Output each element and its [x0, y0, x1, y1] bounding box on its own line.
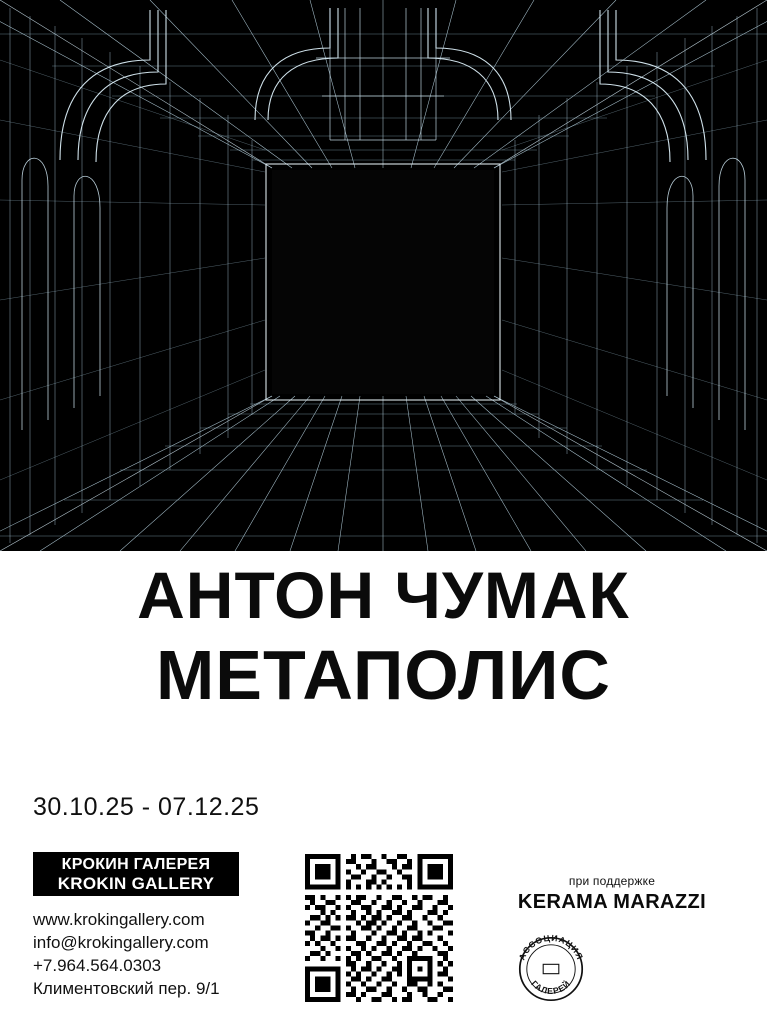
title-block	[0, 556, 767, 716]
gallery-address: Климентовский пер. 9/1	[33, 979, 220, 998]
artist-name: АНТОН ЧУМАК	[137, 558, 630, 632]
gallery-website[interactable]: www.krokingallery.com	[33, 910, 205, 929]
sponsor-block	[512, 874, 712, 914]
gallery-email[interactable]: info@krokingallery.com	[33, 933, 209, 952]
association-top-text: АССОЦИАЦИЯ	[516, 932, 586, 962]
sponsor-support-label: при поддержке	[568, 874, 656, 888]
gallery-logo	[33, 852, 239, 896]
association-bottom-text: ГАЛЕРЕЙ	[529, 978, 573, 997]
exhibition-title: МЕТАПОЛИС	[156, 636, 611, 714]
gallery-logo-en: KROKIN GALLERY	[57, 873, 215, 893]
sponsor-name: KERAMA MARAZZI	[517, 891, 707, 913]
association-seal	[512, 930, 590, 1008]
exhibition-dates: 30.10.25 - 07.12.25	[33, 793, 260, 821]
qr-code[interactable]	[305, 854, 453, 1002]
svg-text:ГАЛЕРЕЙ	[529, 978, 572, 996]
association-seal-icon	[512, 930, 590, 1008]
qr-code-icon	[305, 854, 453, 1002]
gallery-contacts	[33, 908, 220, 1000]
gallery-phone[interactable]: +7.964.564.0303	[33, 956, 162, 975]
footer	[0, 852, 767, 1023]
gallery-logo-ru: КРОКИН ГАЛЕРЕЯ	[61, 855, 211, 873]
